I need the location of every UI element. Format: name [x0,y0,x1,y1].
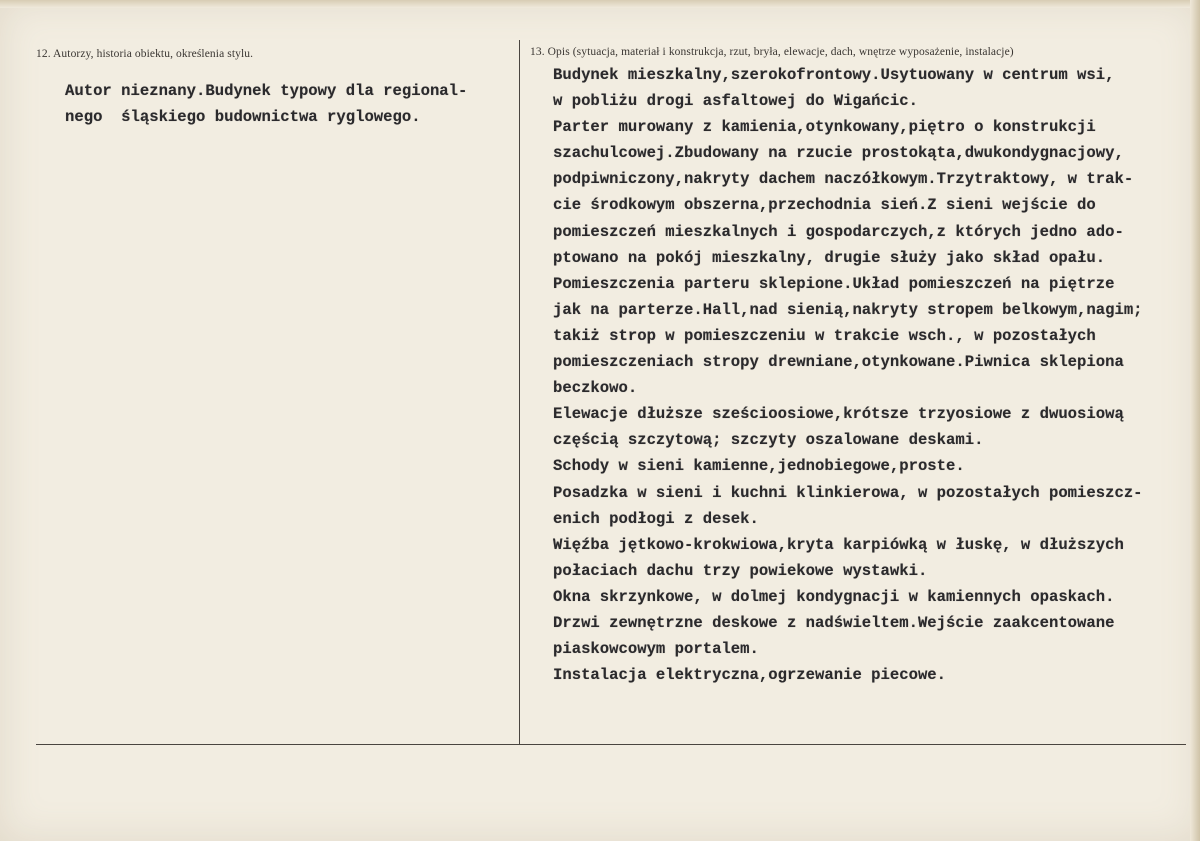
field-13-text-line: Posadzka w sieni i kuchni klinkierowa, w pozostałych pomieszcz- [553,483,1143,502]
field-13-typed-text [553,62,1143,688]
field-12-text-line: nego śląskiego budownictwa ryglowego. [65,108,421,126]
field-13-text-line: Okna skrzynkowe, w dolmej kondygnacji w kamiennych opaskach. [553,587,1115,606]
field-12-typed-text [65,78,467,130]
field-13-text-line: Drzwi zewnętrzne deskowe z nadświeltem.Wejście zaakcentowane [553,613,1115,632]
field-13-label: 13. Opis (sytuacja, materiał i konstrukcja, rzut, bryła, elewacje, dach, wnętrze wyposażenie, instalacje) [530,46,1014,58]
field-13-text-line: w pobliżu drogi asfaltowej do Wigańcic. [553,92,918,111]
field-13-text-line: jak na parterze.Hall,nad sienią,nakryty stropem belkowym,nagim; [553,300,1143,319]
field-12-text-line: Autor nieznany.Budynek typowy dla regional- [65,82,468,100]
field-13-text-line: pomieszczeniach stropy drewniane,otynkowane.Piwnica sklepiona [553,353,1124,372]
field-12-label: 12. Autorzy, historia obiektu, określenia stylu. [36,48,254,60]
card-top-edge [0,0,1200,8]
field-13-text-line: połaciach dachu trzy powiekowe wystawki. [553,561,928,580]
field-13-text-line: piaskowcowym portalem. [553,640,759,659]
field-13-text-line: beczkowo. [553,379,638,398]
field-13-text-line: takiż strop w pomieszczeniu w trakcie wsch., w pozostałych [553,326,1096,345]
field-13-text-line: ptowano na pokój mieszkalny, drugie służy jako skład opału. [553,248,1106,267]
field-13-text-line: Schody w sieni kamienne,jednobiegowe,proste. [553,457,965,476]
field-13-text-line: Elewacje dłuższe sześcioosiowe,krótsze trzyosiowe z dwuosiową [553,405,1124,424]
field-13-text-line: Pomieszczenia parteru sklepione.Układ pomieszczeń na piętrze [553,274,1115,293]
column-divider [519,40,520,744]
field-13-text-line: Parter murowany z kamienia,otynkowany,piętro o konstrukcji [553,118,1096,137]
card-right-edge [1190,0,1200,841]
field-13-text-line: pomieszczeń mieszkalnych i gospodarczych,z których jedno ado- [553,222,1124,241]
field-13-text-line: Instalacja elektryczna,ogrzewanie piecowe. [553,666,947,685]
field-13-text-line: szachulcowej.Zbudowany na rzucie prostokąta,dwukondygnacjowy, [553,144,1124,163]
field-13-text-line: Budynek mieszkalny,szerokofrontowy.Usytuowany w centrum wsi, [553,66,1115,84]
field-13-text-line: enich podłogi z desek. [553,509,759,528]
field-13-text-line: cie środkowym obszerna,przechodnia sień.Z sieni wejście do [553,196,1096,215]
field-13-text-line: Więźba jętkowo-krokwiowa,kryta karpiówką w łuskę, w dłuższych [553,535,1124,554]
field-13-text-line: częścią szczytową; szczyty oszalowane deskami. [553,431,984,450]
field-13-text-line: podpiwniczony,nakryty dachem naczółkowym.Trzytraktowy, w trak- [553,170,1134,189]
bottom-rule [36,744,1186,745]
